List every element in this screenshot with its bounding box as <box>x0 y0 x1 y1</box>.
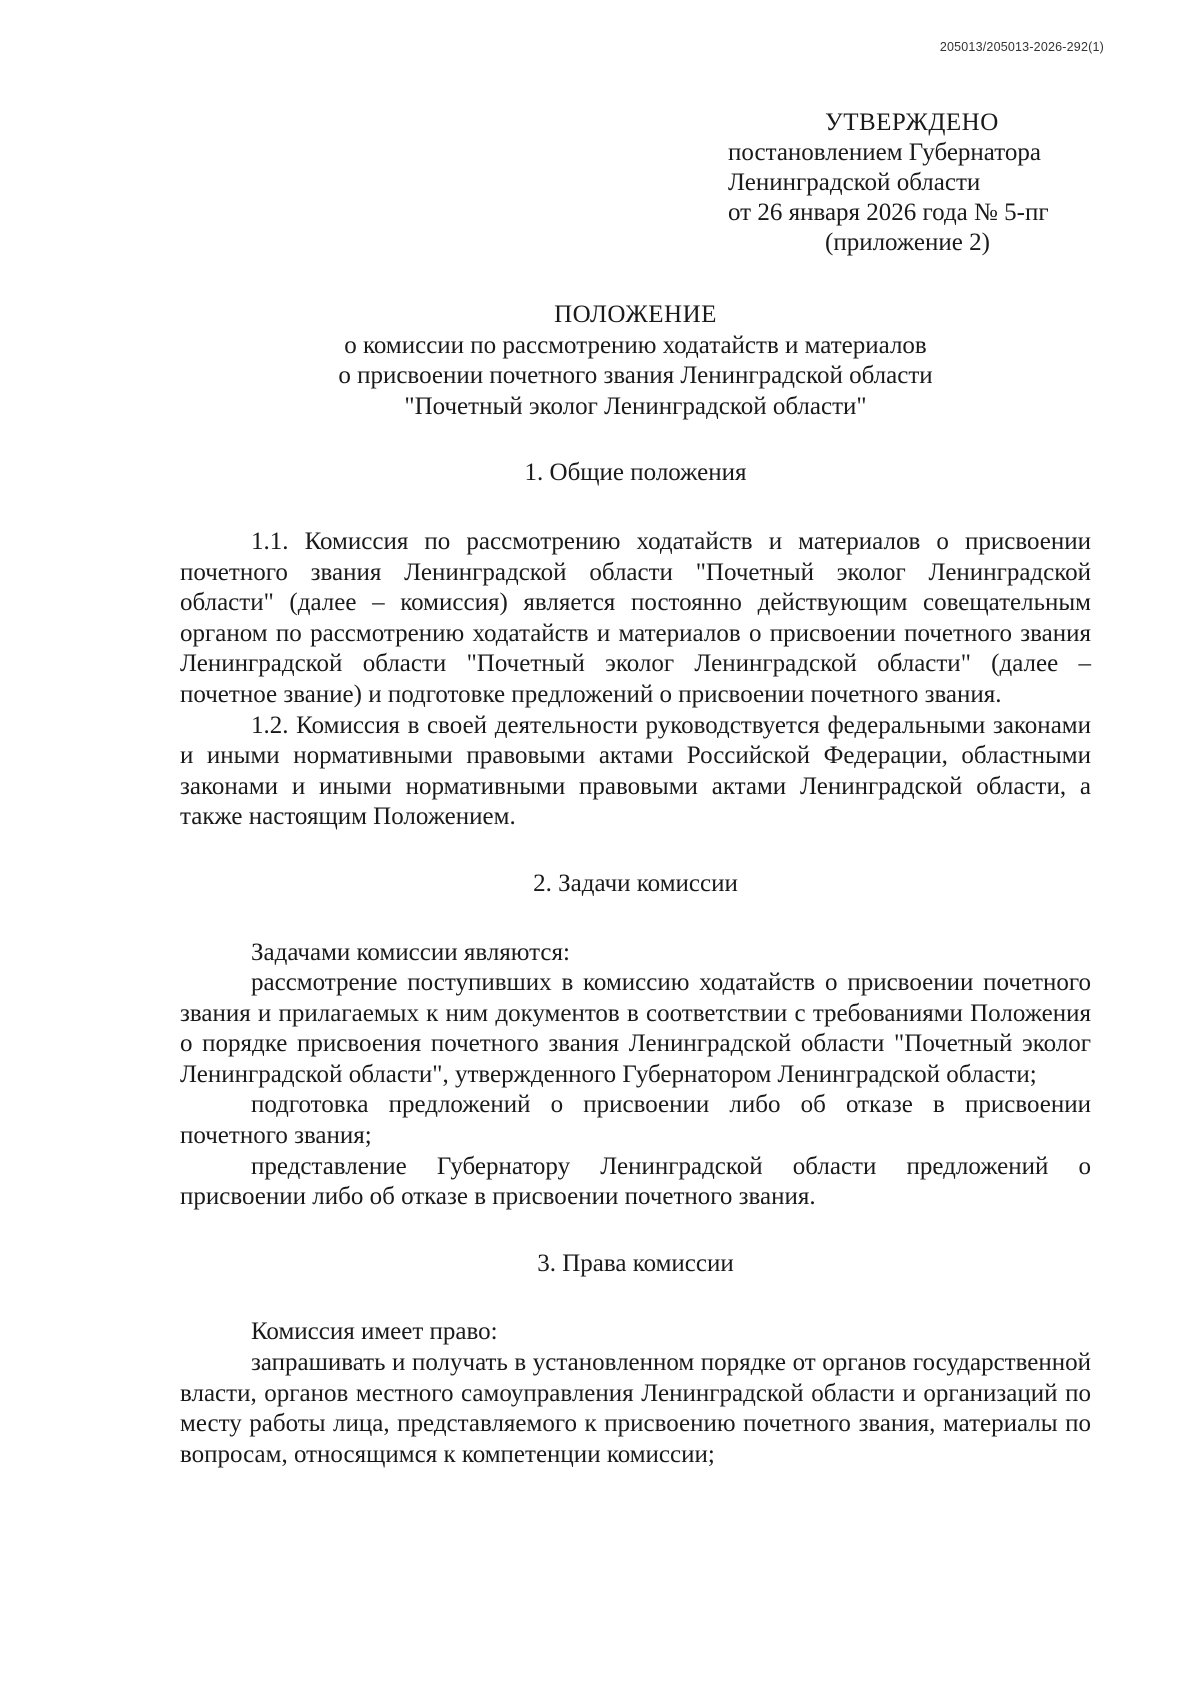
section-commission-tasks <box>180 869 1091 1213</box>
paragraph: представление Губернатору Ленинградской области предложений о присвоении либо об отказе в присвоении почетного звания. <box>180 1152 1091 1211</box>
document-subtitle-line-3: "Почетный эколог Ленинградской области" <box>404 392 867 420</box>
section-lead: Задачами комиссии являются: <box>251 938 570 966</box>
section-heading: 1. Общие положения <box>524 459 747 487</box>
section-commission-rights <box>180 1249 1091 1471</box>
document-title: ПОЛОЖЕНИЕ <box>554 301 717 328</box>
approval-appendix: (приложение 2) <box>825 229 990 256</box>
section-general-provisions <box>180 458 1091 833</box>
section-lead: Комиссия имеет право: <box>251 1318 498 1346</box>
paragraph: 1.2. Комиссия в своей деятельности руководствуется федеральными законами и иными нормативными правовыми актами Российской Федерации, областными законами и иными нормативными правовыми актами Ленинградской области, а также настоящим Положением. <box>180 711 1091 831</box>
section-heading: 3. Права комиссии <box>537 1249 734 1277</box>
approval-line-3: от 26 января 2026 года № 5-пг <box>728 199 1049 226</box>
document-subtitle-line-1: о комиссии по рассмотрению ходатайств и материалов <box>344 331 927 359</box>
document-subtitle-line-2: о присвоении почетного звания Ленинградской области <box>338 362 933 390</box>
approval-stamp-block <box>728 108 1128 258</box>
document-body <box>180 300 1091 1506</box>
approval-title: УТВЕРЖДЕНО <box>825 109 999 136</box>
approval-line-1: постановлением Губернатора <box>728 139 1041 166</box>
document-title-block <box>180 300 1091 422</box>
approval-line-2: Ленинградской области <box>728 169 981 196</box>
paragraph: подготовка предложений о присвоении либо об отказе в присвоении почетного звания; <box>180 1091 1091 1150</box>
section-heading: 2. Задачи комиссии <box>533 869 738 897</box>
document-id: 205013/205013-2026-292(1) <box>939 40 1104 54</box>
paragraph: запрашивать и получать в установленном порядке от органов государственной власти, органов местного самоуправления Ленинградской области и организаций по месту работы лица, представляемого к присвоению почетного звания, материалы по вопросам, относящимся к компетенции комиссии; <box>180 1349 1091 1468</box>
paragraph: рассмотрение поступивших в комиссию ходатайств о присвоении почетного звания и прилагаемых к ним документов в соответствии с требованиями Положения о порядке присвоения почетного звания Ленинградской области "Почетный эколог Ленинградской области", утвержденного Губернатором Ленинградской области; <box>180 969 1091 1088</box>
paragraph: 1.1. Комиссия по рассмотрению ходатайств и материалов о присвоении почетного звания Ленинградской области "Почетный эколог Ленинградской области" (далее – комиссия) является постоянно действующим совещательным органом по рассмотрению ходатайств и материалов о присвоении почетного звания Ленинградской области "Почетный эколог Ленинградской области" (далее – почетное звание) и подготовке предложений о присвоении почетного звания. <box>180 527 1091 708</box>
